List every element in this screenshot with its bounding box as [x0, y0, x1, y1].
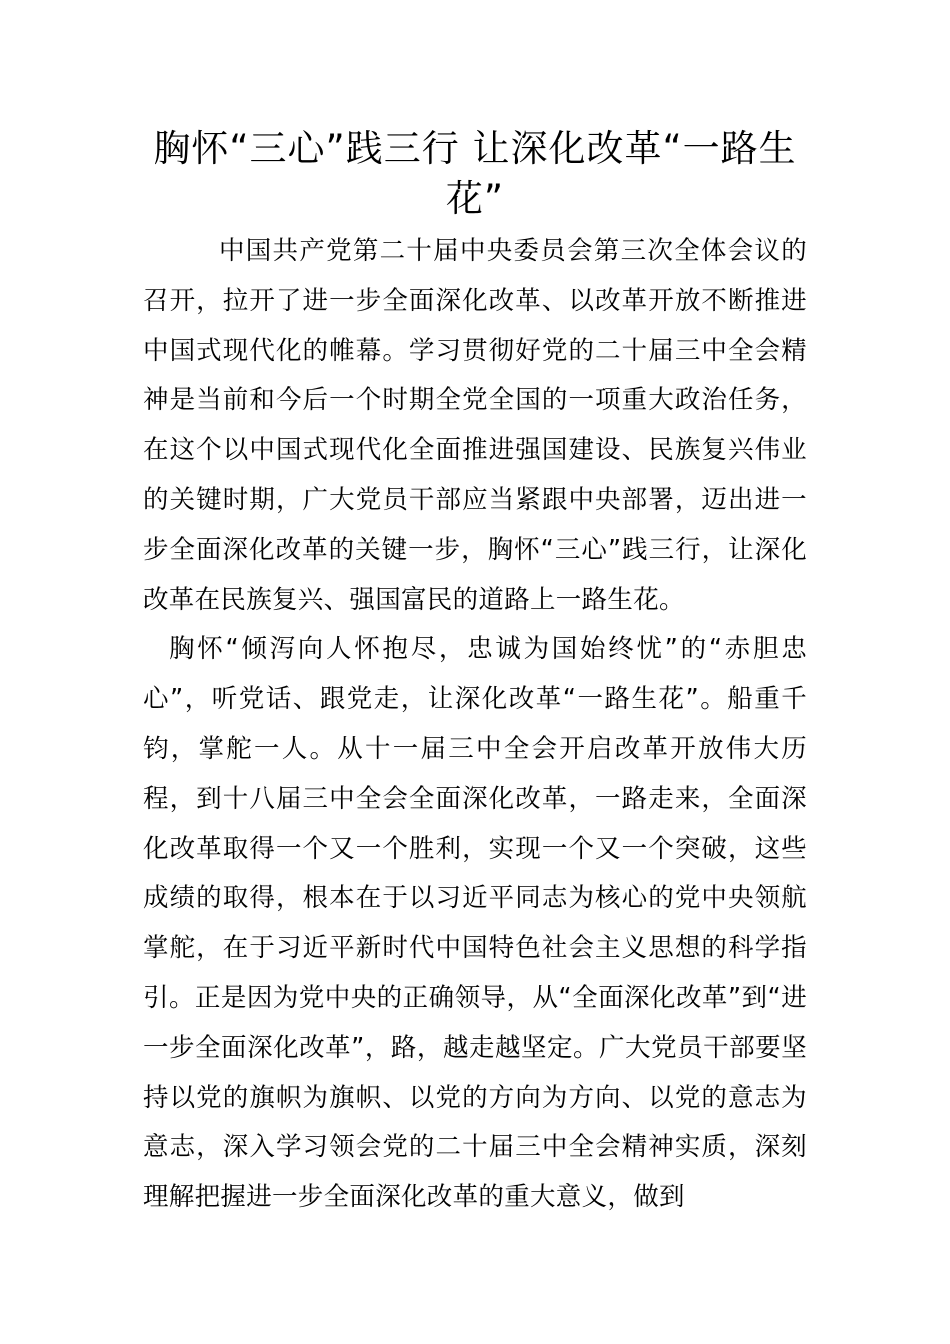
document-title: 胸怀“三心”践三行 让深化改革“一路生花”	[153, 127, 797, 220]
paragraph-loyalty: 胸怀“倾泻向人怀抱尽，忠诚为国始终忧”的“赤胆忠心”，听党话、跟党走，让深化改革“一路生花”。船重千钧，掌舵一人。从十一届三中全会开启改革开放伟大历程，到十八届三中全会全面深化改革，一路走来，全面深化改革取得一个又一个胜利，实现一个又一个突破，这些成绩的取得，根本在于以习近平同志为核心的党中央领航掌舵，在于习近平新时代中国特色社会主义思想的科学指引。正是因为党中央的正确领导，从“全面深化改革”到“进一步全面深化改革”，路，越走越坚定。广大党员干部要坚持以党的旗帜为旗帜、以党的方向为方向、以党的意志为意志，深入学习领会党的二十届三中全会精神实质，深刻理解把握进一步全面深化改革的重大意义，做到	[143, 634, 807, 1213]
document-body	[143, 227, 807, 1223]
paragraph-intro: 中国共产党第二十届中央委员会第三次全体会议的召开，拉开了进一步全面深化改革、以改革开放不断推进中国式现代化的帷幕。学习贯彻好党的二十届三中全会精神是当前和今后一个时期全党全国的一项重大政治任务，在这个以中国式现代化全面推进强国建设、民族复兴伟业的关键时期，广大党员干部应当紧跟中央部署，迈出进一步全面深化改革的关键一步，胸怀“三心”践三行，让深化改革在民族复兴、强国富民的道路上一路生花。	[143, 236, 807, 615]
